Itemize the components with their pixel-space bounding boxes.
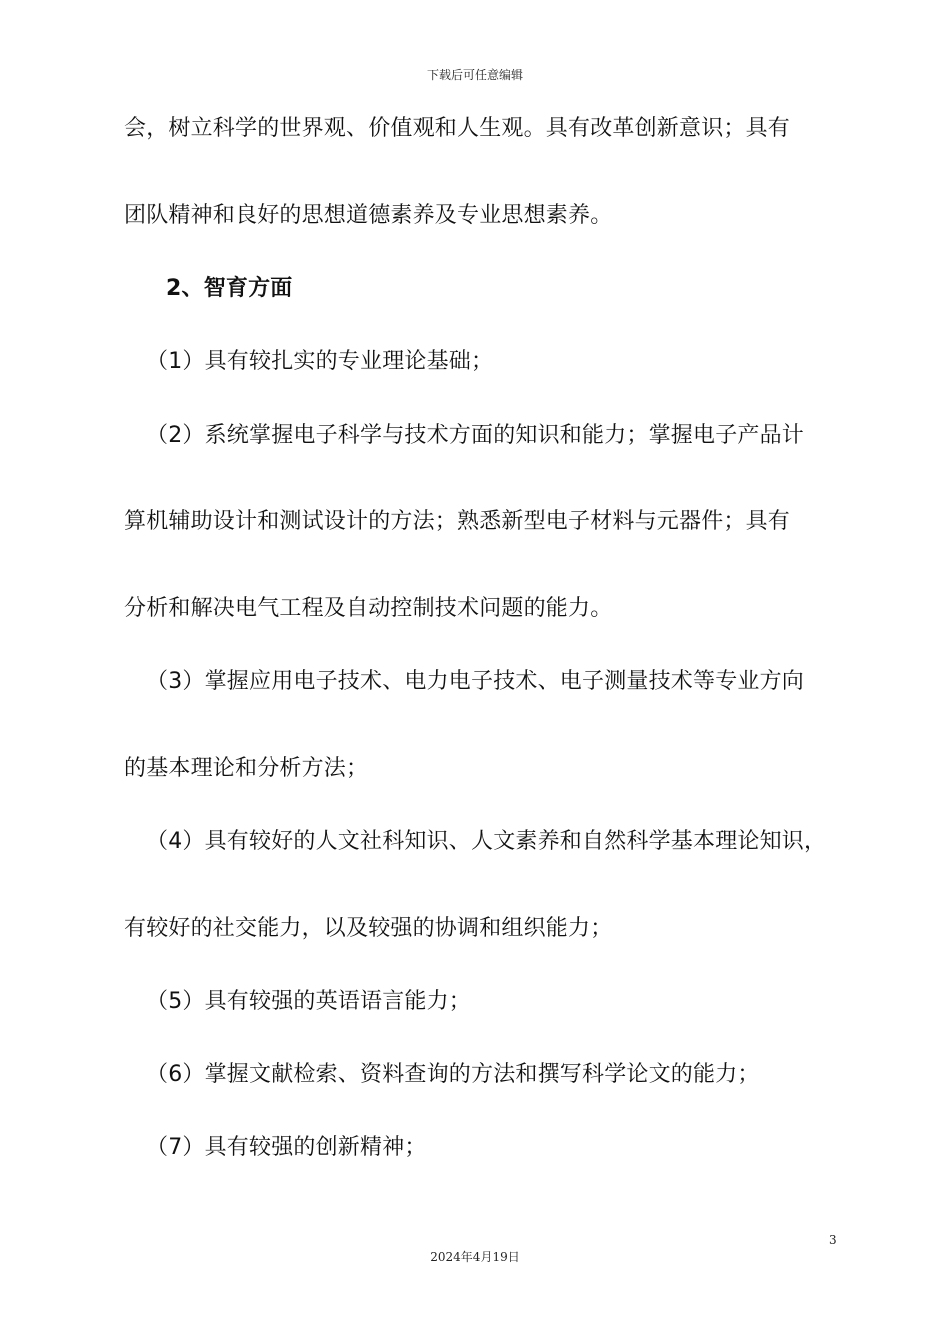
body-line-item-3b: 的基本理论和分析方法； [124,756,369,781]
body-line-item-7: （7）具有较强的创新精神； [146,1135,427,1160]
footer-date: 2024年4月19日 [430,1250,520,1264]
section-heading-intellectual: 2、智育方面 [166,276,293,301]
body-line-item-2b: 算机辅助设计和测试设计的方法；熟悉新型电子材料与元器件；具有 [124,509,791,534]
body-line-2: 团队精神和良好的思想道德素养及专业思想素养。 [124,203,613,228]
page-number: 3 [829,1233,837,1247]
body-line-item-4a: （4）具有较好的人文社科知识、人文素养和自然科学基本理论知识， [146,829,827,854]
body-line-item-1: （1）具有较扎实的专业理论基础； [146,349,494,374]
body-line-item-3a: （3）掌握应用电子技术、电力电子技术、电子测量技术等专业方向 [146,669,804,694]
body-line-1: 会，树立科学的世界观、价值观和人生观。具有改革创新意识；具有 [124,116,791,141]
body-line-item-6: （6）掌握文献检索、资料查询的方法和撰写科学论文的能力； [146,1062,760,1087]
header-note: 下载后可任意编辑 [426,68,523,82]
body-line-item-2c: 分析和解决电气工程及自动控制技术问题的能力。 [124,596,613,621]
body-line-item-5: （5）具有较强的英语语言能力； [146,989,471,1014]
body-line-item-4b: 有较好的社交能力，以及较强的协调和组织能力； [124,916,613,941]
body-line-item-2a: （2）系统掌握电子科学与技术方面的知识和能力；掌握电子产品计 [146,423,804,448]
